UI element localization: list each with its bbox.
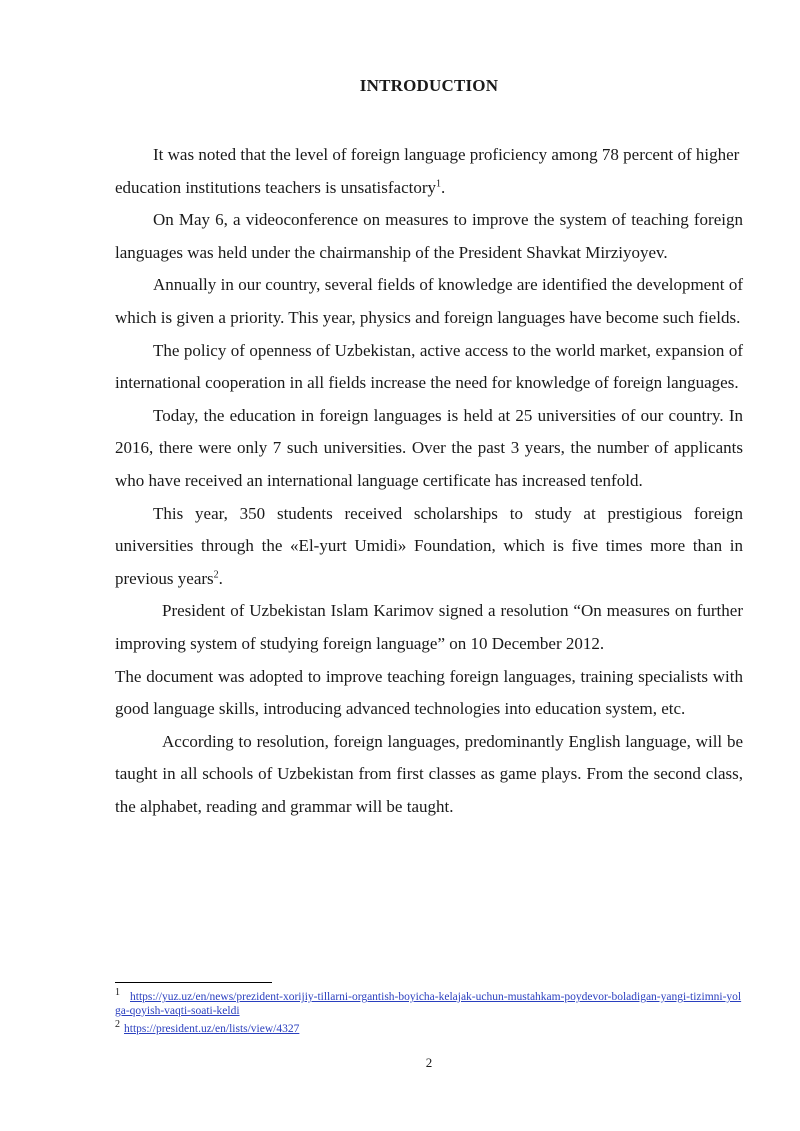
footnote-separator <box>115 982 272 983</box>
paragraph-1-text: It was noted that the level of foreign language proficiency among 78 percent of higher education institutions teachers is unsatisfactory <box>115 145 740 197</box>
document-body <box>115 139 743 823</box>
footnote-2-link[interactable]: https://president.uz/en/lists/view/4327 <box>124 1023 300 1035</box>
paragraph-9: According to resolution, foreign languages, predominantly English language, will be taught in all schools of Uzbekistan from first classes as game plays. From the second class, the alphabet, reading and grammar will be taught. <box>115 731 743 816</box>
paragraph-8: The document was adopted to improve teaching foreign languages, training specialists with good language skills, introducing advanced technologies into education system, etc. <box>115 666 743 719</box>
paragraph-3: Annually in our country, several fields of knowledge are identified the development of which is given a priority. This year, physics and foreign languages have become such fields. <box>115 275 743 327</box>
paragraph-6-text: This year, 350 students received scholarships to study at prestigious foreign universities through the «El-yurt Umidi» Foundation, which is five times more than in previous years <box>115 503 743 588</box>
paragraph-5: Today, the education in foreign languages is held at 25 universities of our country. In 2016, there were only 7 such universities. Over the past 3 years, the number of applicants who have received an international language certificate has increased tenfold. <box>115 405 743 490</box>
footnote-ref-2[interactable]: 2 <box>213 569 219 581</box>
paragraph-6 <box>115 498 743 596</box>
paragraph-7: President of Uzbekistan Islam Karimov signed a resolution “On measures on further improving system of studying foreign language” on 10 December 2012. <box>115 601 743 653</box>
footnote-1-link[interactable]: https://yuz.uz/en/news/prezident-xorijiy-tillarni-organtish-boyicha-kelajak-uchun-mustahkam-poydevor-boladigan-yangi-tizimni-yolga-qoyish-vaqti-soati-keldi <box>115 991 742 1017</box>
paragraph-6-end: . <box>218 568 223 588</box>
footnote-1-number: 1 <box>115 987 120 999</box>
paragraph-1 <box>115 139 743 204</box>
footnote-ref-1[interactable]: 1 <box>436 177 442 189</box>
page-title: INTRODUCTION <box>359 76 499 95</box>
paragraph-1-end: . <box>441 177 446 197</box>
footnote-2-number: 2 <box>115 1019 120 1031</box>
footnote-2 <box>115 1019 743 1036</box>
page-number: 2 <box>425 1055 433 1070</box>
paragraph-2: On May 6, a videoconference on measures to improve the system of teaching foreign languages was held under the chairmanship of the President Shavkat Mirziyoyev. <box>115 210 743 262</box>
footnotes <box>115 987 743 1040</box>
footnote-1 <box>115 987 743 1018</box>
paragraph-4: The policy of openness of Uzbekistan, active access to the world market, expansion of international cooperation in all fields increase the need for knowledge of foreign languages. <box>115 340 743 393</box>
